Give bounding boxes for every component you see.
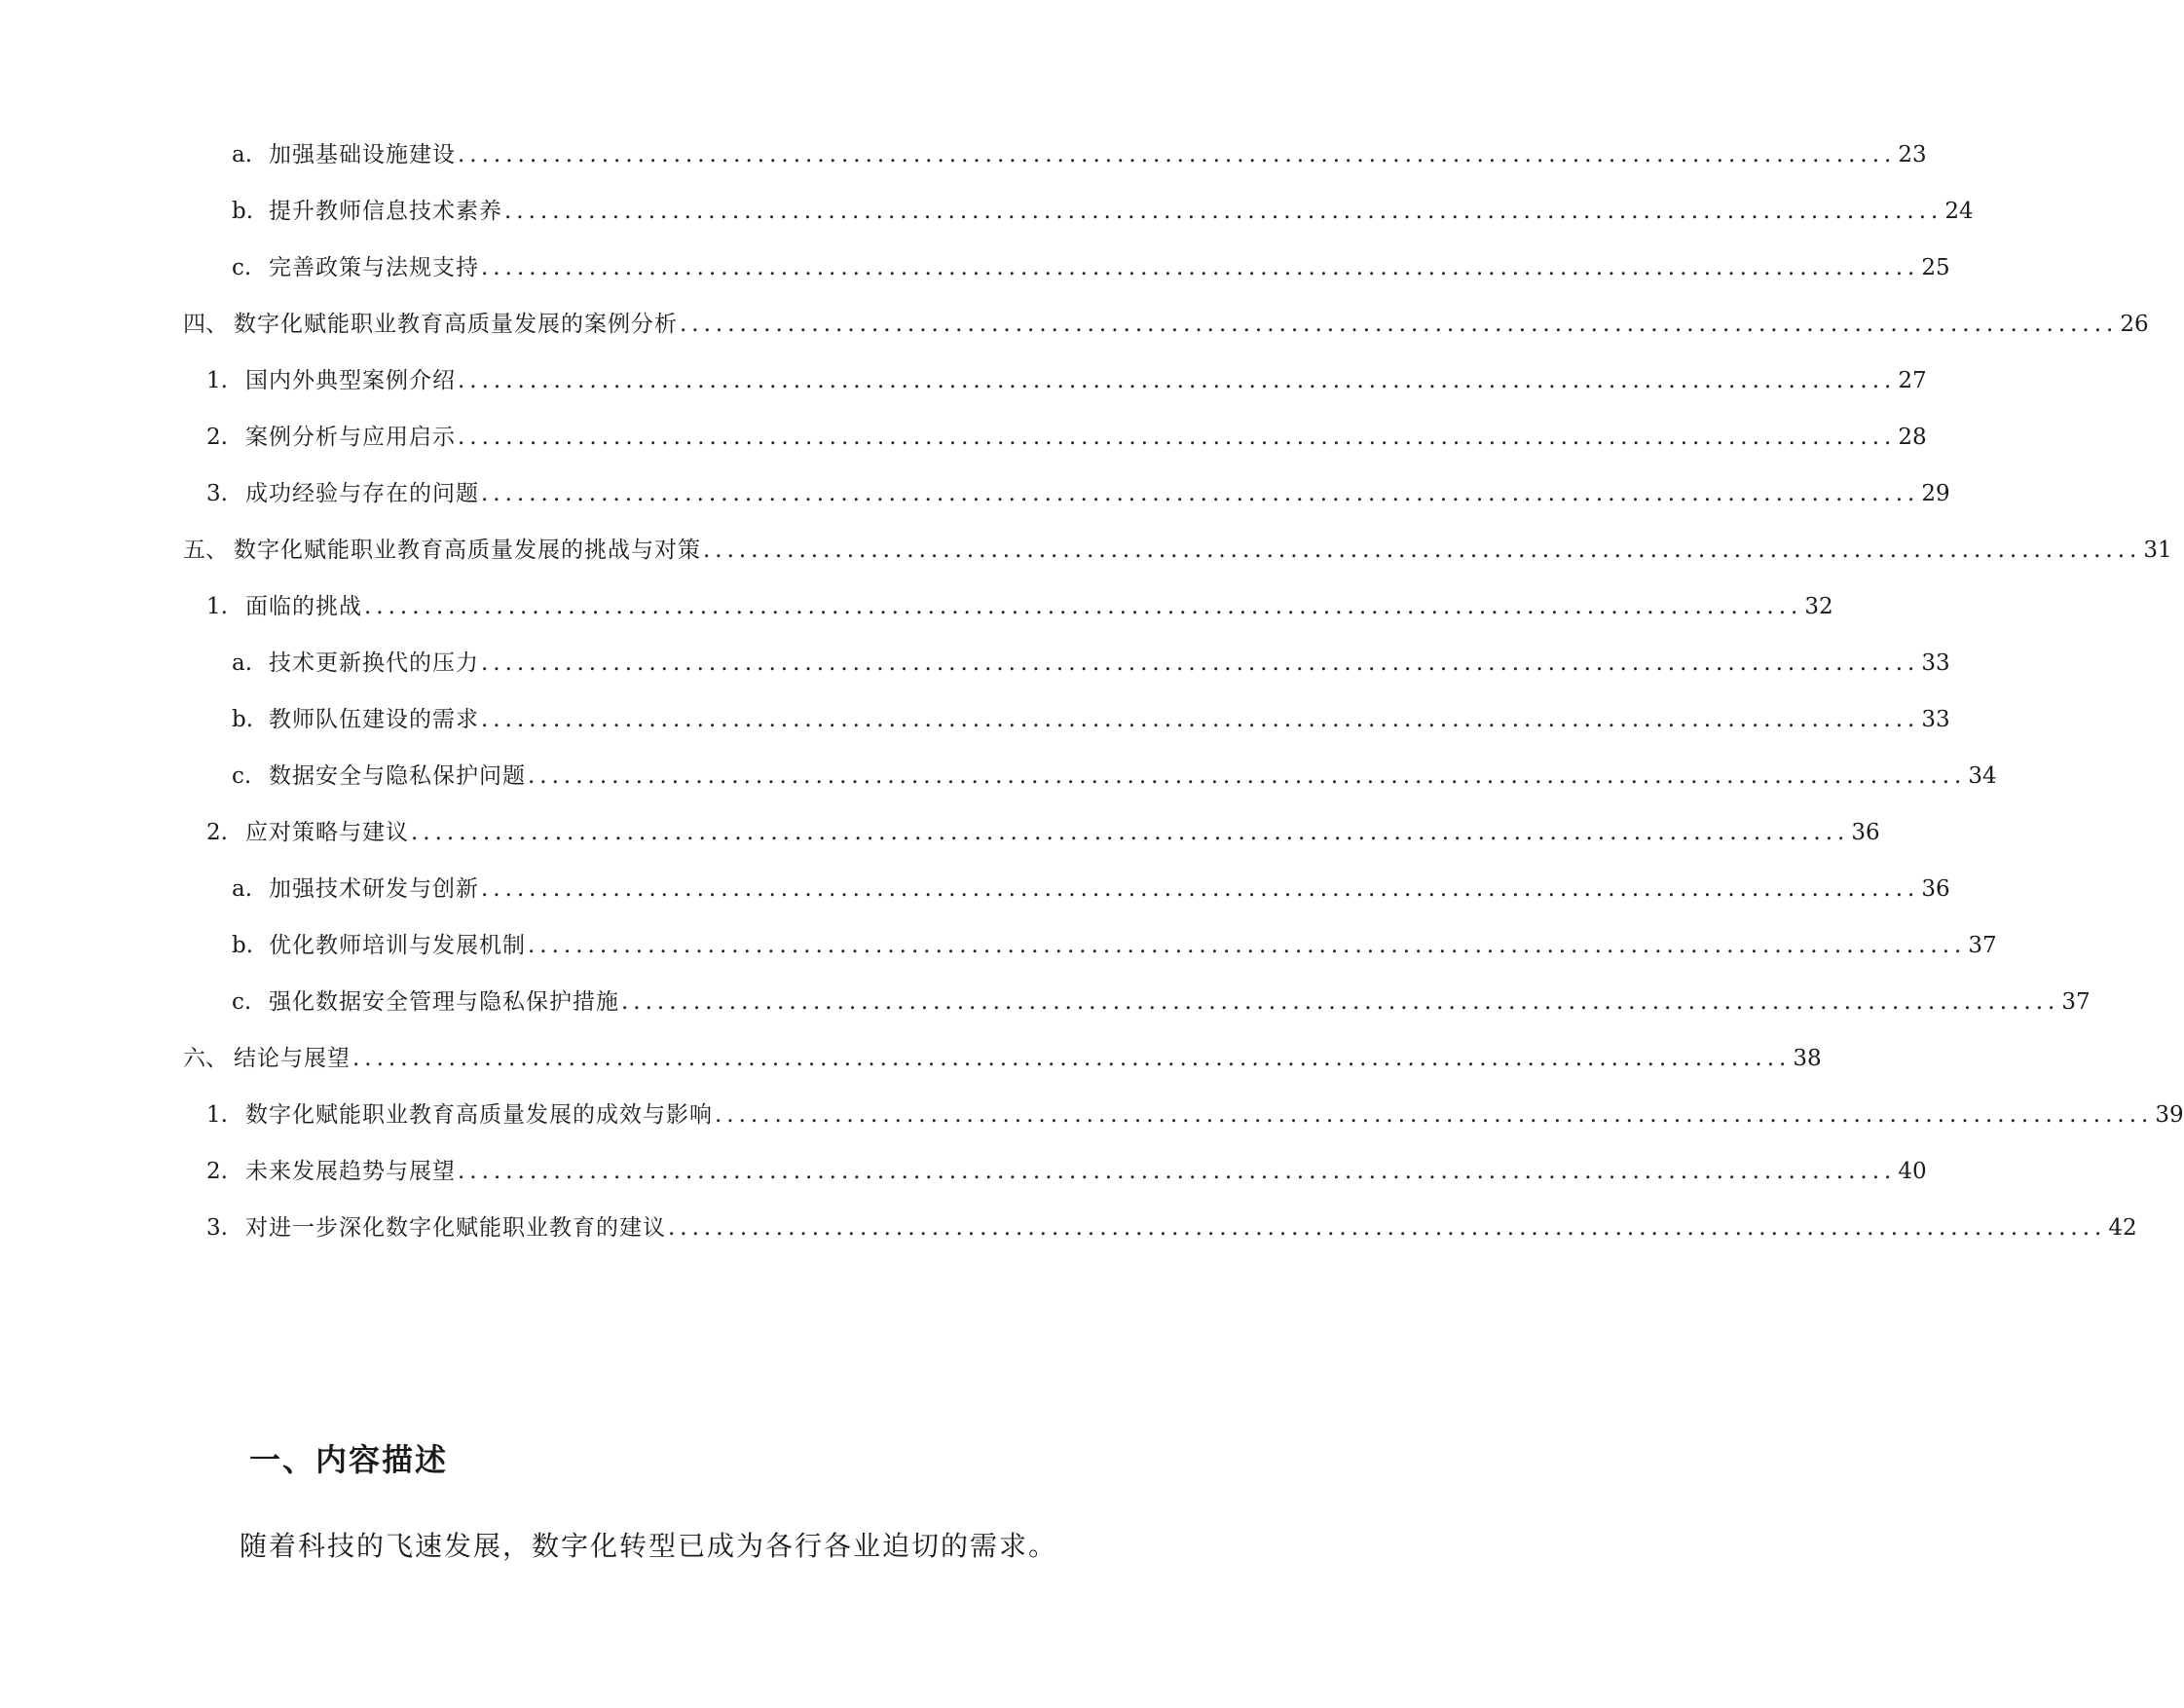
toc-page-number: 42 [2108, 1215, 2137, 1241]
toc-leader-dots: ........................................................................................................................ [458, 1159, 1897, 1184]
toc-page-number: 28 [1898, 425, 1927, 450]
toc-leader-dots: ........................................................................................................................ [621, 989, 2060, 1015]
toc-entry[interactable] [232, 647, 1950, 680]
toc-entry[interactable] [206, 477, 1950, 510]
toc-leader-dots: ........................................................................................................................ [481, 707, 1920, 732]
toc-leader-dots: ........................................................................................................................ [411, 820, 1850, 845]
toc-page-number: 32 [1804, 594, 1833, 619]
toc-entry[interactable] [232, 929, 1997, 962]
toc-entry-title: 面临的挑战 [245, 594, 362, 619]
toc-entry-number: 六、 [183, 1046, 228, 1071]
toc-page-number: 37 [1968, 933, 1997, 958]
toc-leader-dots: ........................................................................................................................ [352, 1046, 1792, 1071]
toc-leader-dots: ........................................................................................................................ [481, 876, 1920, 902]
toc-leader-dots: ........................................................................................................................ [481, 650, 1920, 676]
toc-leader-dots: ........................................................................................................................ [458, 425, 1897, 450]
toc-entry[interactable] [206, 364, 1927, 397]
toc-entry-number: b. [232, 199, 254, 224]
toc-entry[interactable] [206, 816, 1880, 849]
toc-entry-number: 1. [206, 368, 228, 393]
toc-entry-title: 技术更新换代的压力 [269, 650, 479, 676]
toc-entry-title: 优化教师培训与发展机制 [269, 933, 526, 958]
toc-page-number: 27 [1898, 368, 1927, 393]
toc-entry[interactable] [232, 195, 1974, 228]
toc-entry-title: 结论与展望 [234, 1046, 351, 1071]
toc-page-number: 38 [1793, 1046, 1822, 1071]
toc-entry-number: 3. [206, 481, 228, 506]
toc-leader-dots: ........................................................................................................................ [715, 1102, 2154, 1128]
toc-entry-title: 应对策略与建议 [245, 820, 409, 845]
toc-page-number: 24 [1944, 199, 1974, 224]
toc-entry[interactable] [232, 251, 1950, 284]
toc-entry-title: 数据安全与隐私保护问题 [269, 763, 526, 789]
toc-entry-title: 强化数据安全管理与隐私保护措施 [269, 989, 619, 1015]
toc-leader-dots: ........................................................................................................................ [458, 368, 1897, 393]
toc-entry[interactable] [232, 138, 1927, 171]
toc-leader-dots: ........................................................................................................................ [528, 933, 1967, 958]
toc-entry-number: 四、 [183, 312, 228, 337]
toc-page-number: 33 [1921, 707, 1950, 732]
toc-entry-number: c. [232, 255, 252, 280]
toc-entry[interactable] [232, 703, 1950, 736]
toc-entry-number: 2. [206, 425, 228, 450]
toc-entry-title: 成功经验与存在的问题 [245, 481, 479, 506]
toc-entry-number: 五、 [183, 538, 228, 563]
body-paragraph: 随着科技的飞速发展，数字化转型已成为各行各业迫切的需求。 [240, 1530, 1058, 1562]
toc-page-number: 23 [1898, 142, 1927, 167]
toc-entry[interactable] [206, 590, 1833, 623]
toc-entry[interactable] [183, 534, 2172, 567]
toc-leader-dots: ........................................................................................................................ [364, 594, 1803, 619]
toc-page-number: 29 [1921, 481, 1950, 506]
toc-entry-number: 2. [206, 1159, 228, 1184]
toc-entry-number: c. [232, 989, 252, 1015]
toc-entry-title: 对进一步深化数字化赋能职业教育的建议 [245, 1215, 666, 1241]
toc-entry-title: 国内外典型案例介绍 [245, 368, 456, 393]
toc-entry-number: 3. [206, 1215, 228, 1241]
toc-entry[interactable] [183, 1042, 1822, 1075]
toc-entry-number: 1. [206, 1102, 228, 1128]
toc-leader-dots: ........................................................................................................................ [458, 142, 1897, 167]
toc-entry-title: 数字化赋能职业教育高质量发展的成效与影响 [245, 1102, 713, 1128]
toc-entry-title: 提升教师信息技术素养 [269, 199, 502, 224]
toc-leader-dots: ........................................................................................................................ [504, 199, 1943, 224]
toc-entry-title: 未来发展趋势与展望 [245, 1159, 456, 1184]
toc-entry[interactable] [232, 760, 1997, 793]
toc-entry-title: 教师队伍建设的需求 [269, 707, 479, 732]
toc-leader-dots: ........................................................................................................................ [481, 255, 1920, 280]
toc-entry-title: 加强基础设施建设 [269, 142, 456, 167]
toc-leader-dots: ........................................................................................................................ [703, 538, 2142, 563]
toc-entry-title: 完善政策与法规支持 [269, 255, 479, 280]
toc-entry[interactable] [232, 873, 1950, 906]
toc-entry[interactable] [206, 1155, 1927, 1188]
section-heading: 一、内容描述 [249, 1441, 449, 1478]
toc-leader-dots: ........................................................................................................................ [481, 481, 1920, 506]
toc-leader-dots: ........................................................................................................................ [668, 1215, 2107, 1241]
toc-entry-number: 2. [206, 820, 228, 845]
toc-entry-number: a. [232, 650, 253, 676]
toc-page-number: 39 [2155, 1102, 2184, 1128]
toc-page-number: 34 [1968, 763, 1997, 789]
toc-entry-title: 数字化赋能职业教育高质量发展的案例分析 [234, 312, 678, 337]
toc-entry-number: b. [232, 933, 254, 958]
toc-entry[interactable] [206, 1098, 2184, 1132]
toc-page-number: 31 [2143, 538, 2172, 563]
toc-page-number: 36 [1851, 820, 1880, 845]
toc-entry[interactable] [206, 1211, 2137, 1244]
toc-leader-dots: ........................................................................................................................ [680, 312, 2119, 337]
toc-leader-dots: ........................................................................................................................ [528, 763, 1967, 789]
toc-entry-number: c. [232, 763, 252, 789]
toc-entry[interactable] [232, 985, 2091, 1019]
toc-page-number: 33 [1921, 650, 1950, 676]
toc-entry-number: b. [232, 707, 254, 732]
toc-page-number: 26 [2120, 312, 2149, 337]
toc-page-number: 36 [1921, 876, 1950, 902]
toc-entry-title: 加强技术研发与创新 [269, 876, 479, 902]
toc-entry-title: 数字化赋能职业教育高质量发展的挑战与对策 [234, 538, 701, 563]
toc-entry-title: 案例分析与应用启示 [245, 425, 456, 450]
toc-page-number: 37 [2061, 989, 2091, 1015]
toc-entry-number: 1. [206, 594, 228, 619]
toc-page-number: 40 [1898, 1159, 1927, 1184]
toc-page-number: 25 [1921, 255, 1950, 280]
toc-entry[interactable] [183, 308, 2149, 341]
toc-entry-number: a. [232, 876, 253, 902]
toc-entry-number: a. [232, 142, 253, 167]
toc-entry[interactable] [206, 421, 1927, 454]
